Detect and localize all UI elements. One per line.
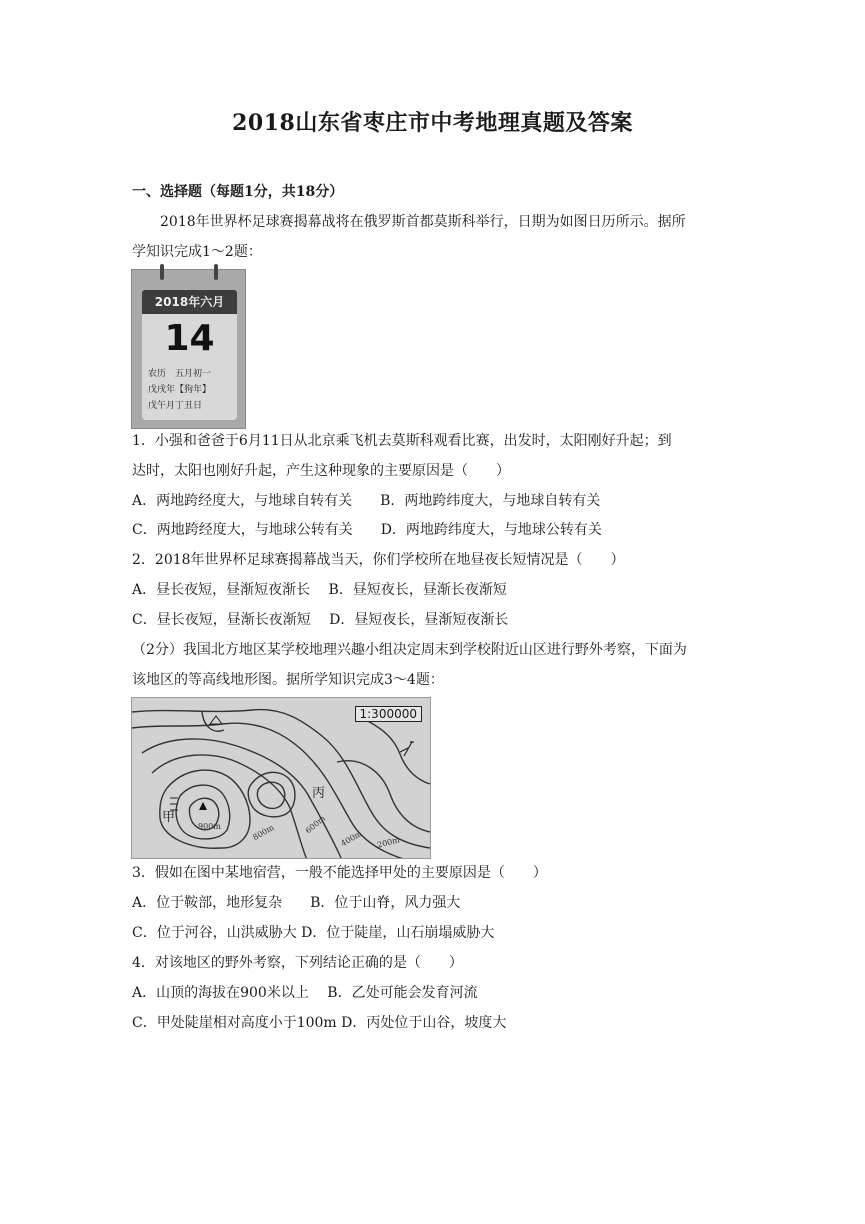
calendar-ring bbox=[160, 264, 164, 280]
calendar-ring bbox=[214, 264, 218, 280]
calendar-image bbox=[131, 269, 246, 429]
calendar-year: 戊戌年【狗年】 bbox=[148, 385, 212, 395]
map-contour-label: 800m bbox=[251, 822, 276, 843]
map-label-bing: 丙 bbox=[312, 786, 326, 801]
page-title: 2018山东省枣庄市中考地理真题及答案 bbox=[232, 110, 633, 136]
calendar-page bbox=[142, 314, 237, 420]
q4-options-ab: A．山顶的海拔在900米以上 B．乙处可能会发育河流 bbox=[132, 985, 478, 1001]
intro2-line-2: 该地区的等高线地形图。据所学知识完成3～4题： bbox=[132, 672, 444, 688]
q3-options-cd: C．位于河谷，山洪威胁大 D．位于陡崖，山石崩塌威胁大 bbox=[132, 925, 495, 941]
q4-options-cd: C．甲处陡崖相对高度小于100m D．丙处位于山谷，坡度大 bbox=[132, 1015, 507, 1031]
intro2-line-1: （2分）我国北方地区某学校地理兴趣小组决定周末到学校附近山区进行野外考察，下面为 bbox=[132, 642, 687, 658]
q1-stem-1: 1．小强和爸爸于6月11日从北京乘飞机去莫斯科观看比赛，出发时，太阳刚好升起；到 bbox=[132, 433, 672, 449]
calendar-lunar: 农历 五月初一 bbox=[148, 369, 212, 379]
calendar-day: 14 bbox=[164, 318, 215, 359]
contour-map-image bbox=[131, 697, 431, 859]
q2-options-ab: A．昼长夜短，昼渐短夜渐长 B．昼短夜长，昼渐长夜渐短 bbox=[132, 582, 507, 598]
q1-options-ab: A．两地跨经度大，与地球自转有关 B．两地跨纬度大，与地球自转有关 bbox=[132, 493, 601, 509]
q1-stem-2: 达时，太阳也刚好升起，产生这种现象的主要原因是（ ） bbox=[132, 463, 510, 479]
map-contour-label: 600m bbox=[303, 813, 328, 836]
q3-options-ab: A．位于鞍部，地形复杂 B．位于山脊，风力强大 bbox=[132, 895, 461, 911]
intro-line-2: 学知识完成1～2题： bbox=[132, 244, 262, 260]
map-contour-label: 400m bbox=[339, 828, 364, 849]
q3-stem: 3．假如在图中某地宿营，一般不能选择甲处的主要原因是（ ） bbox=[132, 865, 547, 881]
calendar-ganzhi: 戊午月丁丑日 bbox=[148, 401, 203, 411]
q2-options-cd: C．昼长夜短，昼渐长夜渐短 D．昼短夜长，昼渐短夜渐长 bbox=[132, 612, 509, 628]
map-peak-altitude: 900m bbox=[198, 822, 221, 831]
q1-options-cd: C．两地跨经度大，与地球公转有关 D．两地跨纬度大，与地球公转有关 bbox=[132, 522, 602, 538]
intro-line-1: 2018年世界杯足球赛揭幕战将在俄罗斯首都莫斯科举行，日期为如图日历所示。据所 bbox=[160, 214, 686, 230]
map-scale: 1:300000 bbox=[355, 706, 423, 722]
calendar-header: 2018年六月 bbox=[142, 290, 237, 314]
q2-stem: 2．2018年世界杯足球赛揭幕战当天，你们学校所在地昼夜长短情况是（ ） bbox=[132, 552, 625, 568]
map-label-jia: 甲 bbox=[162, 810, 176, 825]
contour-lines bbox=[132, 698, 431, 859]
q4-stem: 4．对该地区的野外考察，下列结论正确的是（ ） bbox=[132, 955, 463, 971]
map-contour-label: 200m bbox=[376, 835, 401, 850]
section-heading: 一、选择题（每题1分，共18分） bbox=[132, 184, 344, 200]
